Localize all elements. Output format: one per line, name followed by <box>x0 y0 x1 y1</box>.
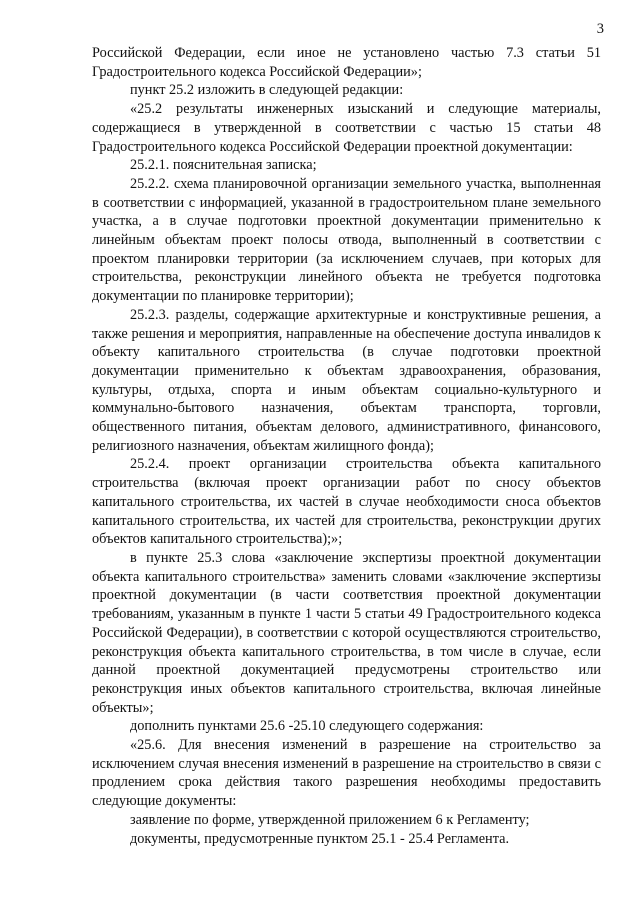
paragraph: в пункте 25.3 слова «заключение экспертизы проектной документации объекта капитального строительства» заменить словами «заключение экспертизы проектной документации (в части соответствия проектной документации требованиям, указанным в пункте 1 части 5 статьи 49 Градостроительного кодекса Российской Федерации), в соответствии с которой осуществляются строительство, реконструкция объекта капитального строительства, в том числе в случае, если данной проектной документацией предусмотрены строительство или реконструкция иных объектов капитального строительства, включая линейные объекты»; <box>92 549 601 716</box>
paragraph: 25.2.3. разделы, содержащие архитектурные и конструктивные решения, а также решения и мероприятия, направленные на обеспечение доступа инвалидов к объекту капитального строительства (в случае подготовки проектной документации применительно к объектам здравоохранения, образования, культуры, отдыха, спорта и иным объектам социально-культурного и коммунально-бытового назначения, объектам транспорта, торговли, общественного питания, объектам делового, административного, финансового, религиозного назначения, объектам жилищного фонда); <box>92 306 601 454</box>
document-body <box>92 44 601 848</box>
page-number: 3 <box>596 21 604 37</box>
paragraph: «25.2 результаты инженерных изысканий и следующие материалы, содержащиеся в утвержденной в соответствии с частью 15 статьи 48 Градостроительного кодекса Российской Федерации проектной документации: <box>92 101 601 155</box>
paragraph: 25.2.1. пояснительная записка; <box>130 157 317 174</box>
paragraph: дополнить пунктами 25.6 -25.10 следующего содержания: <box>130 718 484 735</box>
paragraph: пункт 25.2 изложить в следующей редакции: <box>130 82 404 99</box>
paragraph: 25.2.2. схема планировочной организации земельного участка, выполненная в соответствии с информацией, указанной в градостроительном плане земельного участка, а в случае подготовки проектной документации применительно к линейным объектам проект полосы отвода, выполненный в соответствии с проектом планировки территории (за исключением случаев, при которых для строительства, реконструкции линейного объекта не требуется подготовка документации по планировке территории); <box>92 175 601 305</box>
paragraph: 25.2.4. проект организации строительства объекта капитального строительства (включая проект организации работ по сносу объектов капитального строительства, их частей в случае необходимости сноса объектов капитального строительства, их частей для строительства, реконструкции других объектов капитального строительства);»; <box>92 456 601 548</box>
paragraph: Российской Федерации, если иное не установлено частью 7.3 статьи 51 Градостроительного кодекса Российской Федерации»; <box>92 45 601 80</box>
paragraph: заявление по форме, утвержденной приложением 6 к Регламенту; <box>130 811 530 828</box>
paragraph: «25.6. Для внесения изменений в разрешение на строительство за исключением случая внесения изменений в разрешение на строительство в связи с продлением срока действия такого разрешения необходимы предоставить следующие документы: <box>92 737 601 810</box>
paragraph: документы, предусмотренные пунктом 25.1 - 25.4 Регламента. <box>130 830 510 847</box>
